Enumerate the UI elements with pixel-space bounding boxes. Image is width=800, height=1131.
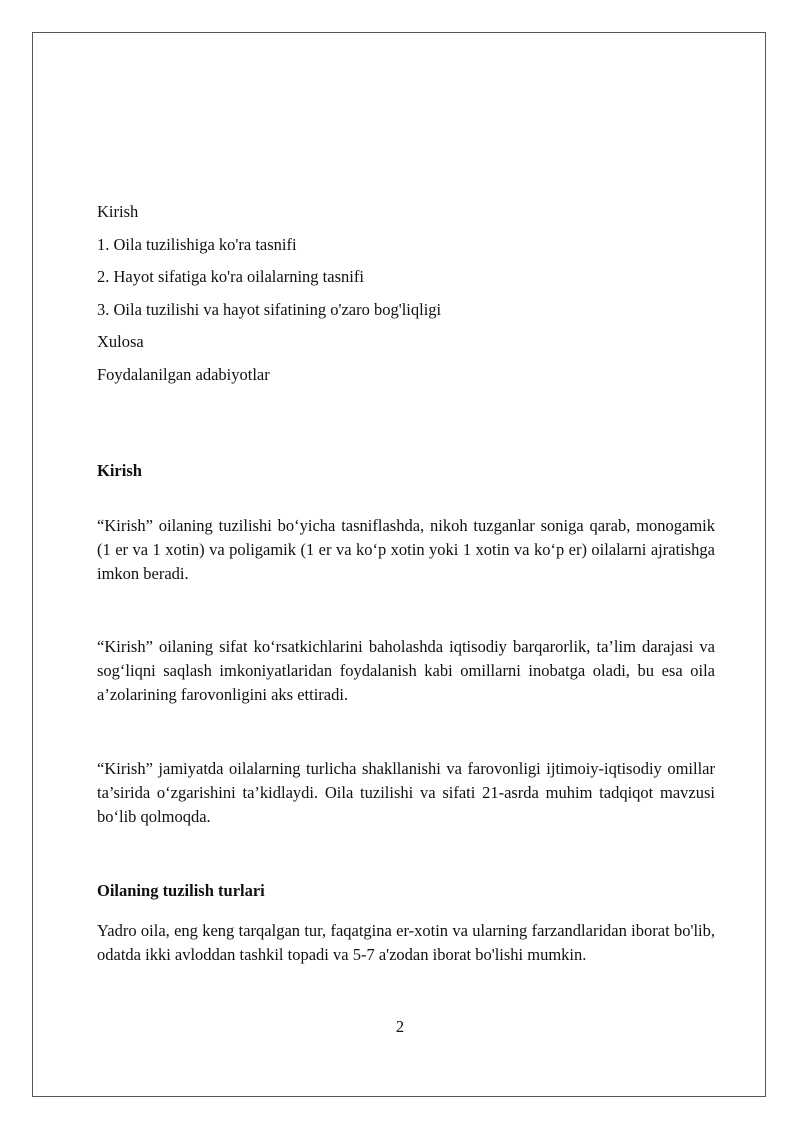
family-types-paragraph-1: Yadro oila, eng keng tarqalgan tur, faqatgina er-xotin va ularning farzandlaridan iborat bo'lib, odatda ikki avloddan tashkil topadi va 5-7 a'zodan iborat bo'lishi mumkin. (97, 921, 715, 964)
section-heading-family-types: Oilaning tuzilish turlari (97, 881, 265, 900)
intro-paragraph-3: “Kirish” jamiyatda oilalarning turlicha shakllanishi va farovonligi ijtimoiy-iqtisodiy omillar ta’sirida o‘zgarishini ta’kidlaydi. Oila tuzilishi va sifati 21-asrda muhim tadqiqot mavzusi bo‘lib qolmoqda. (97, 759, 715, 826)
toc-item-conclusion: Xulosa (97, 332, 144, 351)
toc-item-2: 2. Hayot sifatiga ko'ra oilalarning tasnifi (97, 267, 364, 286)
toc-item-3: 3. Oila tuzilishi va hayot sifatining o'zaro bog'liqligi (97, 299, 442, 319)
toc-item-references: Foydalanilgan adabiyotlar (97, 364, 270, 384)
toc-item-1: 1. Oila tuzilishiga ko'ra tasnifi (97, 234, 297, 254)
toc-item-intro: Kirish (97, 202, 139, 221)
section-heading-intro: Kirish (97, 461, 142, 480)
page-number: 2 (395, 1017, 405, 1036)
intro-paragraph-2: “Kirish” oilaning sifat ko‘rsatkichlarini baholashda iqtisodiy barqarorlik, ta’lim darajasi va sog‘liqni saqlash imkoniyatlaridan foydalanish kabi omillarni inobatga oladi, bu esa oila a’zolarining farovonligini aks ettiradi. (97, 637, 715, 704)
table-of-contents (97, 200, 715, 395)
intro-paragraph-1: “Kirish” oilaning tuzilishi bo‘yicha tasniflashda, nikoh tuzganlar soniga qarab, monogamik (1 er va 1 xotin) va poligamik (1 er va ko‘p xotin yoki 1 xotin va ko‘p er) oilalarni ajratishga imkon beradi. (97, 516, 715, 583)
